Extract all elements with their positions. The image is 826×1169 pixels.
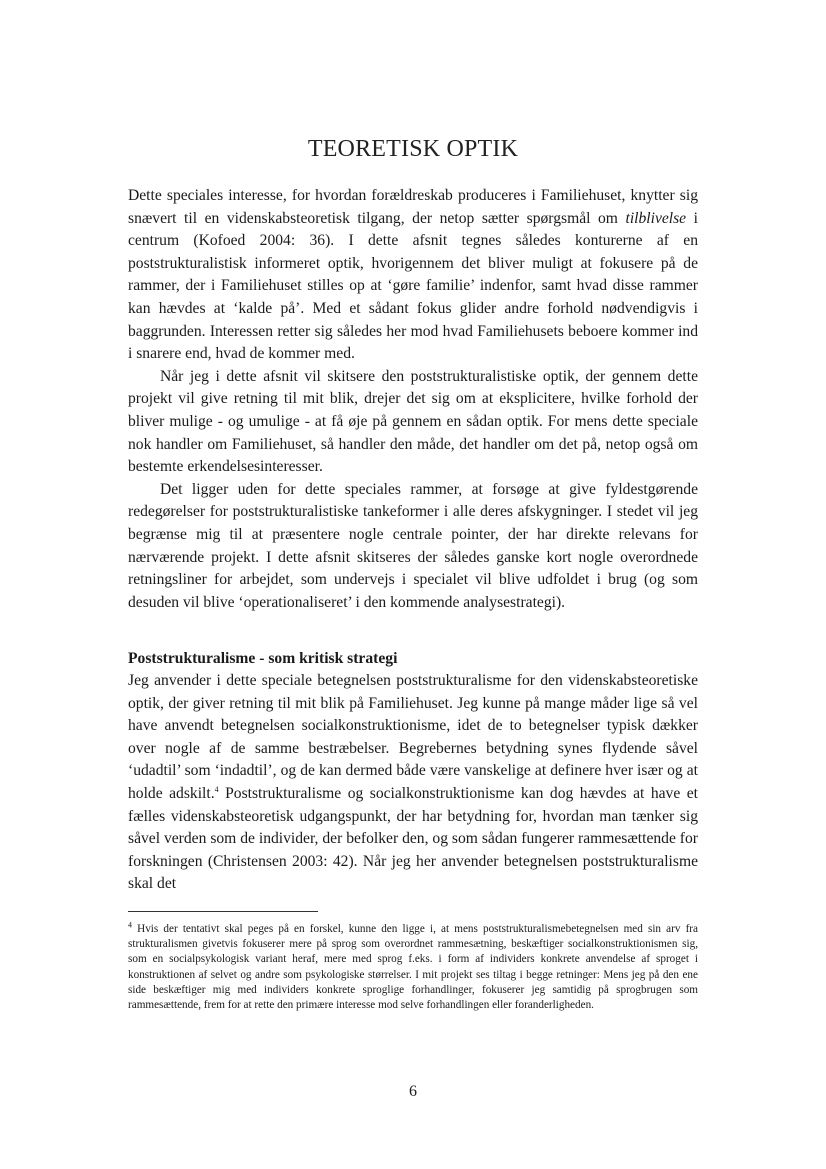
section-p1-text-a: Jeg anvender i dette speciale betegnelsen poststrukturalisme for den videnskabsteoretiske optik, der giver retning til mit blik på Familiehuset. Jeg kunne på mange måder lige så vel have anvendt betegnelsen socialkonstruktionisme, idet de to betegnelser typisk dækker over nogle af de samme bestræbelser. Begrebernes betydning synes flydende såvel ‘udadtil’ som ‘indadtil’, og de kan dermed både være vanskelige at definere hver især og at holde adskilt. <box>128 672 698 802</box>
intro-section <box>128 185 698 614</box>
footnote-reference[interactable]: 4 <box>214 784 219 794</box>
intro-paragraph-2: Når jeg i dette afsnit vil skitsere den poststrukturalistiske optik, der gennem dette projekt vil give retning til mit blik, drejer det sig om at eksplicitere, hvilke forhold der bliver mulige - og umulige - at få øje på gennem en sådan optik. For mens dette speciale nok handler om Familiehuset, så handler den måde, det handler om det på, netop også om bestemte erkendelsesinteresser. <box>128 367 698 476</box>
intro-paragraph-1 <box>128 185 698 366</box>
footnote-text: Hvis der tentativt skal peges på en forskel, kunne den ligge i, at mens poststrukturalismebetegnelsen med sin arv fra strukturalismen givetvis fokuserer mere på sprog som overordnet rammesætning, beskæftiger socialkonstruktionismen sig, som en socialpsykologisk variant heraf, mere med sprog f.eks. i form af individers konkrete anvendelse af sproget i konstruktionen af selvet og andre som psykologiske størrelser. I mit projekt ses tiltag i begge retninger: Mens jeg på den ene side beskæftiger mig med individers konkrete sproglige forhandlinger, fokuserer jeg samtidig på sprogbrugen som rammesættende, frem for at rette den primære interesse mod selve forhandlingen eller foranderligheden. <box>128 923 698 1012</box>
intro-paragraph-3: Det ligger uden for dette speciales rammer, at forsøge at give fyldestgørende redegørelser for poststrukturalistiske tankeformer i alle deres afskygninger. I stedet vil jeg begrænse mig til at præsentere nogle centrale pointer, der har direkte relevans for nærværende projekt. I dette afsnit skitseres der således ganske kort nogle overordnede retningsliner for arbejdet, som undervejs i specialet vil blive udfoldet i brug (og som desuden vil blive ‘operationaliseret’ i den kommende analysestrategi). <box>128 480 698 611</box>
page-title: TEORETISK OPTIK <box>307 136 519 162</box>
intro-p1-text-a: Dette speciales interesse, for hvordan forældreskab produceres i Familiehuset, knytter sig snævert til en videnskabsteoretisk tilgang, der netop sætter spørgsmål om <box>128 187 698 227</box>
intro-p1-text-b: i centrum (Kofoed 2004: 36). I dette afsnit tegnes således konturerne af en poststrukturalistisk informeret optik, hvorigennem det bliver muligt at fokusere på de rammer, der i Familiehuset stilles op at ‘gøre familie’ indenfor, samt hvad disse rammer kan hævdes at ‘kalde på’. Med et sådant fokus glider andre forhold nødvendigvis i baggrunden. Interessen retter sig således her mod hvad Familiehusets beboere kommer ind i snarere end, hvad de kommer med. <box>128 209 698 363</box>
footnote-number: 4 <box>128 920 132 930</box>
page-number: 6 <box>409 1083 417 1100</box>
section-p1-text-b: Poststrukturalisme og socialkonstruktionisme kan dog hævdes at have et fælles videnskabsteoretisk udgangspunkt, der har betydning for, hvordan man tænker sig såvel verden som de individer, der befolker den, og som sådan fungerer rammesættende for forskningen (Christensen 2003: 42). Når jeg her anvender betegnelsen poststrukturalisme skal det <box>128 784 698 893</box>
footnote-divider <box>128 911 318 912</box>
section-heading: Poststrukturalisme - som kritisk strategi <box>128 650 398 667</box>
intro-p1-emphasis: tilblivelse <box>625 209 687 227</box>
footnote <box>128 922 698 1013</box>
section-paragraph-1 <box>128 670 698 896</box>
section-body <box>128 670 698 896</box>
